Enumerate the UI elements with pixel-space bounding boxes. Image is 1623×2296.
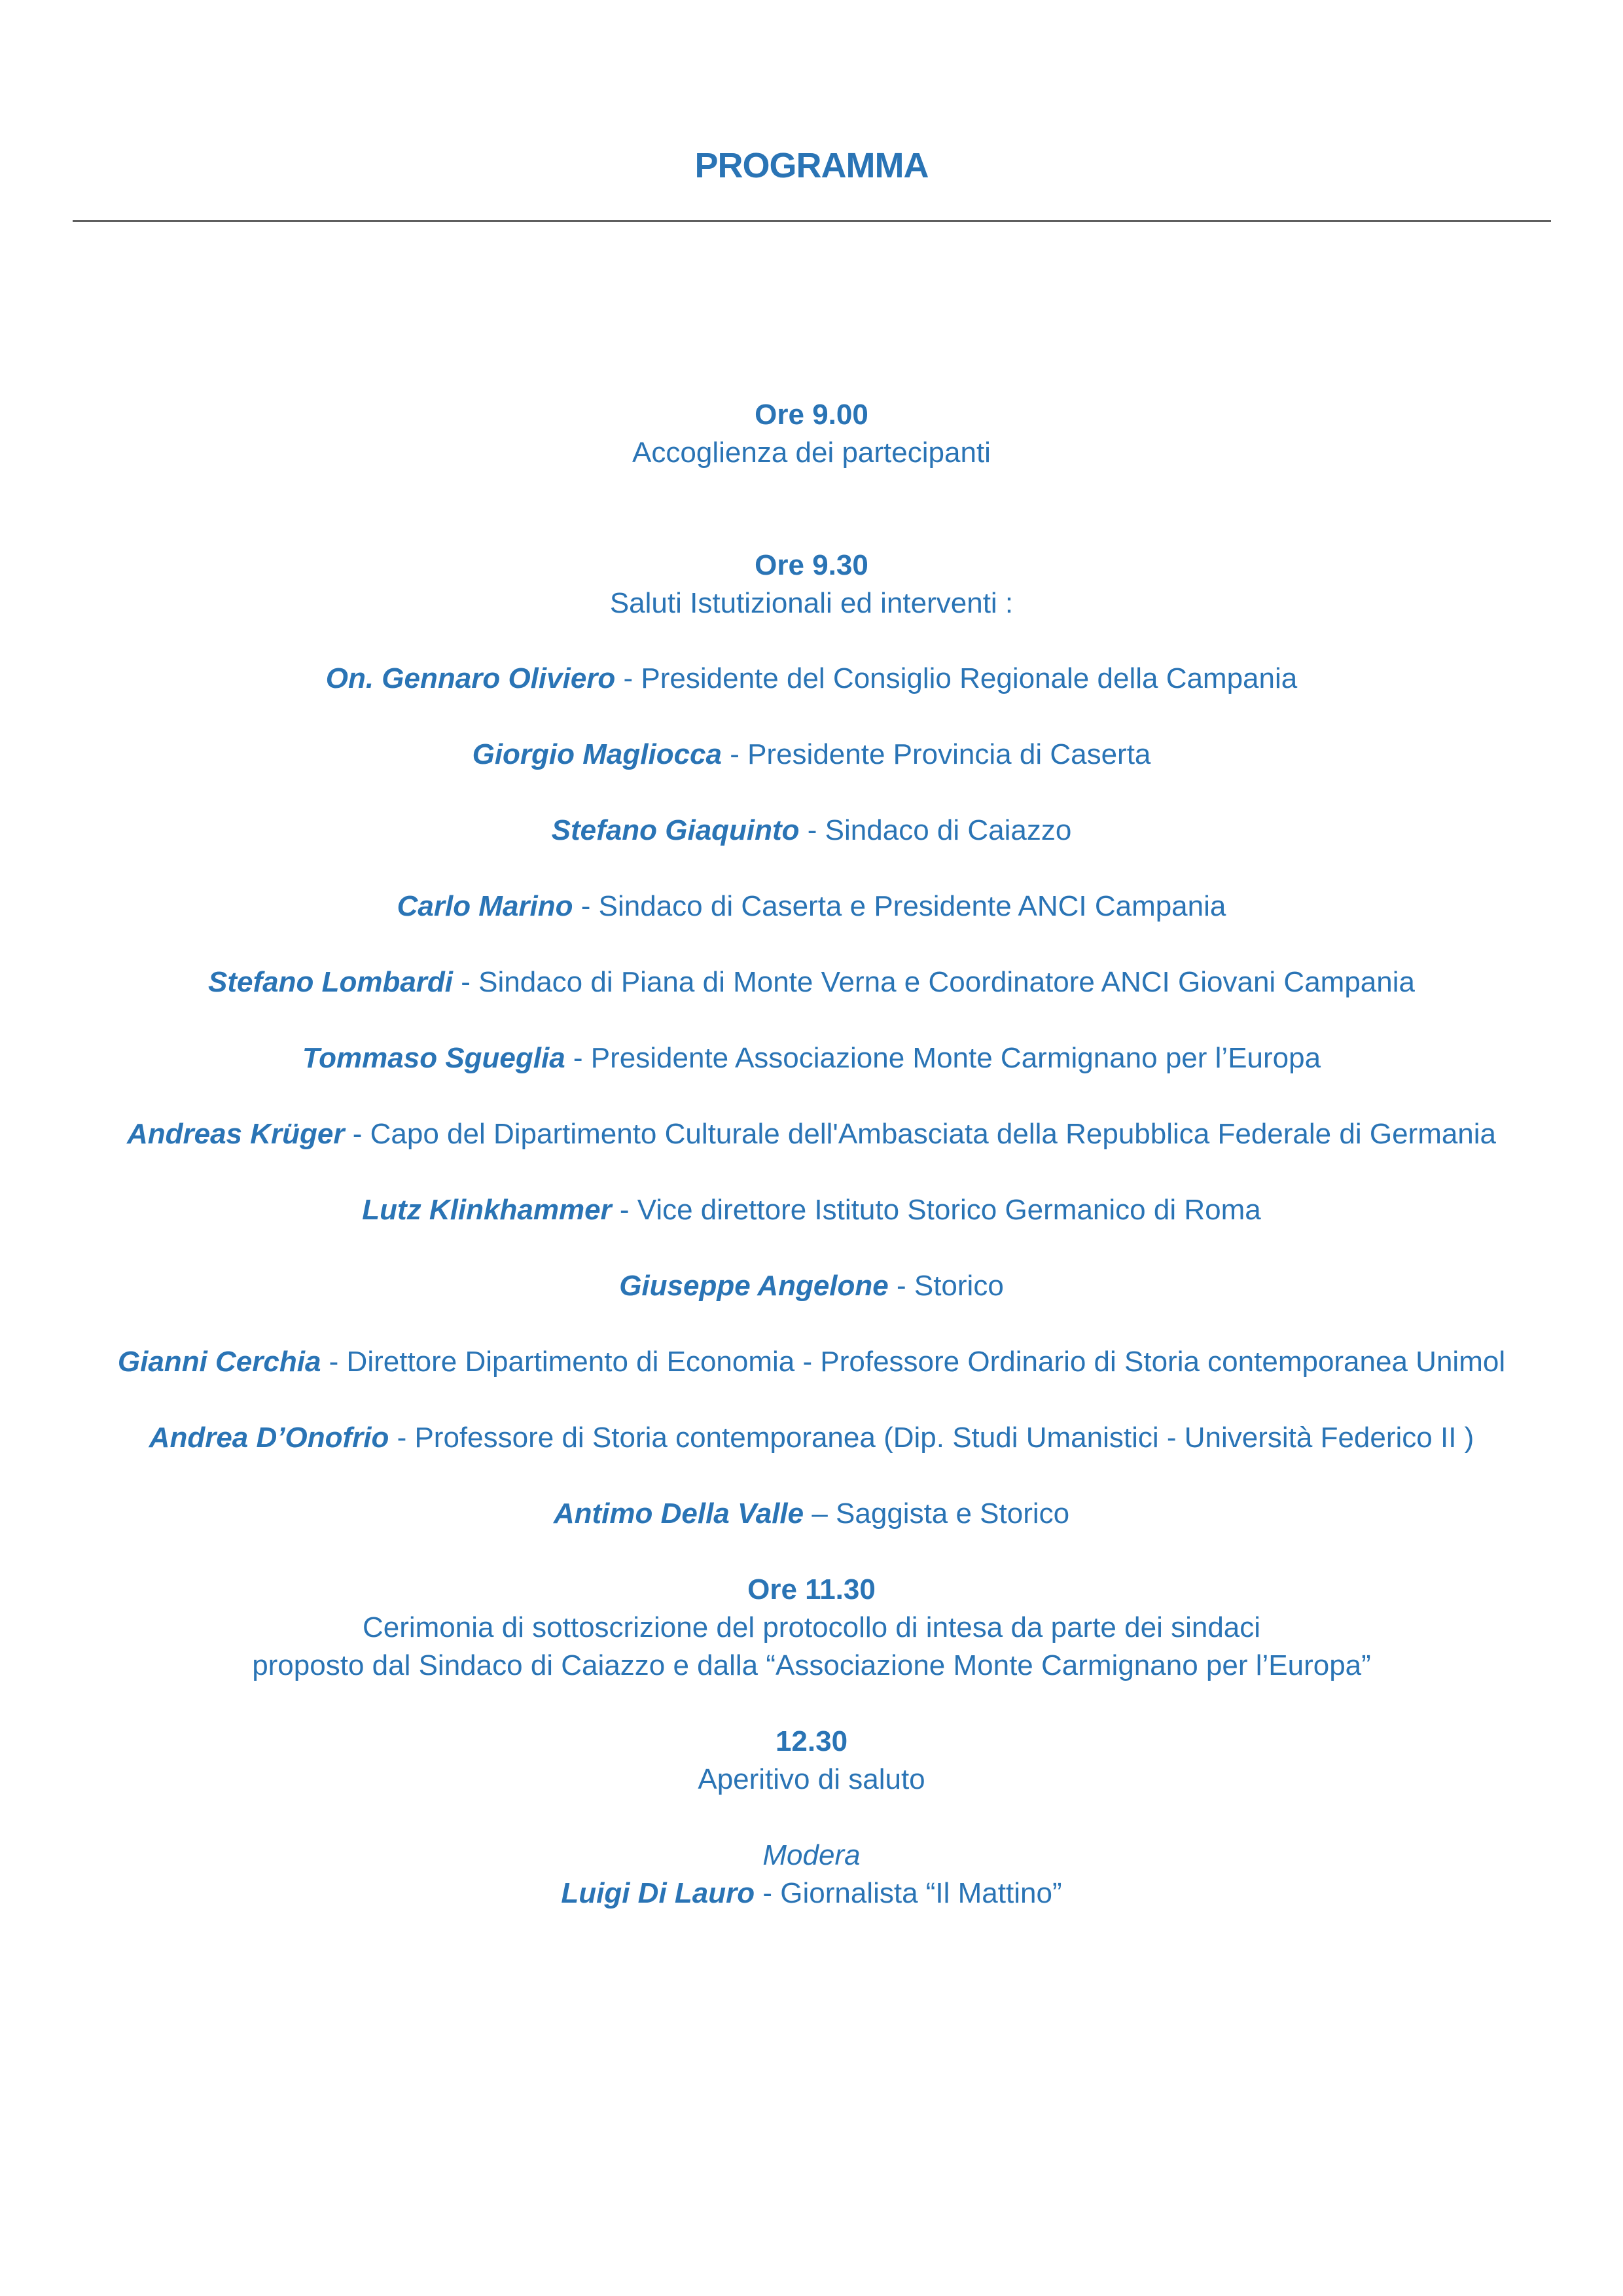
session-description: Aperitivo di saluto: [698, 1763, 925, 1795]
session-time: Ore 11.30: [747, 1573, 876, 1605]
speaker-name: On. Gennaro Oliviero: [325, 662, 616, 694]
moderator-role: - Giornalista “Il Mattino”: [755, 1877, 1062, 1909]
moderator-entry: [0, 1874, 1623, 1912]
session-time: Ore 9.30: [755, 549, 868, 581]
speaker-entry: [0, 812, 1623, 850]
speaker-name: Giuseppe Angelone: [619, 1270, 889, 1302]
session-description: Saluti Istutizionali ed interventi :: [609, 587, 1014, 619]
session-description: proposto dal Sindaco di Caiazzo e dalla “Associazione Monte Carmignano per l’Europa”: [252, 1649, 1371, 1681]
speaker-entry: [0, 888, 1623, 925]
speaker-role: - Presidente Provincia di Caserta: [721, 738, 1151, 770]
speaker-name: Gianni Cerchia: [117, 1346, 321, 1378]
speaker-entry: [0, 1115, 1623, 1153]
speaker-role: - Professore di Storia contemporanea (Dip. Studi Umanistici - Università Federico II ): [389, 1422, 1474, 1454]
session-time: Ore 9.00: [755, 399, 868, 431]
speaker-role: - Presidente Associazione Monte Carmignano per l’Europa: [565, 1042, 1321, 1074]
speaker-name: Giorgio Magliocca: [472, 738, 722, 770]
session-description: Accoglienza dei partecipanti: [632, 437, 991, 469]
session-description: Cerimonia di sottoscrizione del protocollo di intesa da parte dei sindaci: [362, 1611, 1261, 1643]
moderator-label: Modera: [762, 1839, 861, 1871]
speaker-role: - Sindaco di Piana di Monte Verna e Coordinatore ANCI Giovani Campania: [453, 966, 1415, 998]
speaker-role: - Vice direttore Istituto Storico Germanico di Roma: [611, 1194, 1261, 1226]
session-time: 12.30: [775, 1725, 848, 1757]
speaker-entry: [0, 1495, 1623, 1533]
speaker-entry: [0, 1039, 1623, 1077]
speaker-entry: [0, 736, 1623, 774]
speaker-name: Stefano Giaquinto: [551, 814, 800, 846]
speaker-name: Antimo Della Valle: [553, 1498, 804, 1530]
speaker-name: Andreas Krüger: [126, 1118, 345, 1150]
speaker-entry: [0, 1419, 1623, 1457]
title-divider: [73, 220, 1551, 222]
speaker-role: - Capo del Dipartimento Culturale dell'Ambasciata della Repubblica Federale di Germania: [344, 1118, 1497, 1150]
speaker-entry: [0, 1191, 1623, 1229]
speaker-role: - Presidente del Consiglio Regionale della Campania: [615, 662, 1298, 694]
speaker-entry: [0, 1267, 1623, 1305]
speaker-role: - Storico: [888, 1270, 1004, 1302]
speaker-role: - Sindaco di Caserta e Presidente ANCI Campania: [573, 890, 1226, 922]
speaker-entry: [0, 660, 1623, 698]
speaker-name: Stefano Lombardi: [208, 966, 454, 998]
speaker-name: Carlo Marino: [397, 890, 573, 922]
speaker-name: Lutz Klinkhammer: [362, 1194, 612, 1226]
speaker-role: - Direttore Dipartimento di Economia - Professore Ordinario di Storia contemporanea Unimol: [321, 1346, 1506, 1378]
speaker-role: - Sindaco di Caiazzo: [799, 814, 1072, 846]
speaker-name: Tommaso Sgueglia: [302, 1042, 565, 1074]
speaker-entry: [0, 963, 1623, 1001]
page-title: PROGRAMMA: [694, 146, 929, 185]
speaker-role: – Saggista e Storico: [804, 1498, 1070, 1530]
speaker-entry: [0, 1343, 1623, 1381]
speaker-name: Andrea D’Onofrio: [149, 1422, 389, 1454]
moderator-name: Luigi Di Lauro: [561, 1877, 755, 1909]
